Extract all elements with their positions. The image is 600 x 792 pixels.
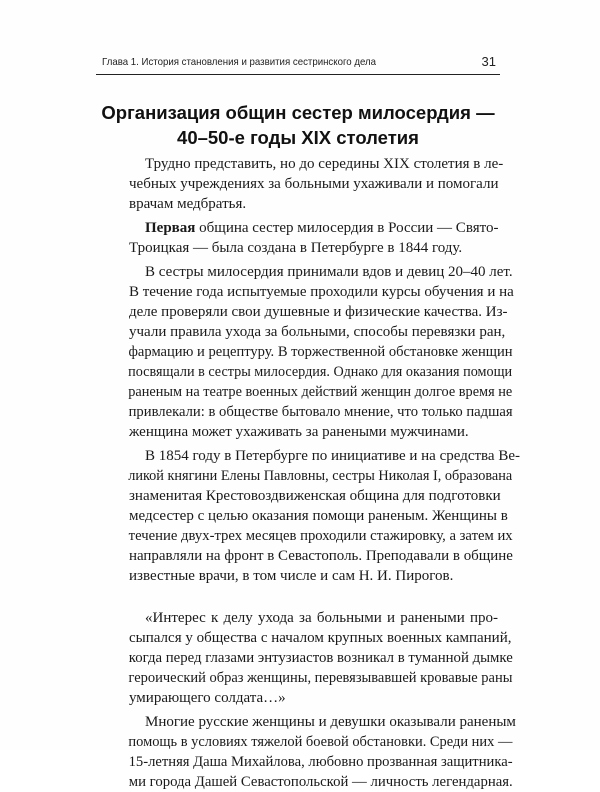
- text-line: чебных учреждениях за больными ухаживали и помогали: [129, 176, 499, 192]
- text-line: учали правила ухода за больными, способы перевязки ран,: [129, 324, 506, 340]
- paragraph-3: [113, 262, 514, 442]
- quote-paragraph: [113, 608, 513, 708]
- section-heading-line-2: 40–50-е годы XIX столетия: [177, 127, 419, 148]
- text-line: Многие русские женщины и девушки оказывали раненым: [145, 714, 516, 730]
- text-line: известные врачи, в том числе и сам Н. И. Пирогов.: [129, 568, 454, 584]
- bold-word: Первая: [145, 220, 196, 236]
- text-line: знаменитая Крестовоздвиженская община для подготовки: [129, 488, 501, 504]
- text-line: [113, 218, 498, 238]
- text-line: врачам медбратья.: [129, 196, 247, 212]
- text-line: ми города Дашей Севастопольской — личность легендарная.: [128, 774, 513, 790]
- text-line: деле проверяли свои душевные и физические качества. Из-: [129, 304, 508, 320]
- text-line: В сестры милосердия принимали вдов и девиц 20–40 лет.: [145, 264, 513, 280]
- page-number: 31: [481, 54, 496, 69]
- text-line: посвящали в сестры милосердия. Однако для оказания помощи: [128, 364, 513, 380]
- paragraph-6: [113, 712, 516, 792]
- paragraph-1: [113, 154, 504, 214]
- text-line: Троицкая — была создана в Петербурге в 1844 году.: [129, 240, 463, 256]
- text-line: умирающего солдата…»: [129, 690, 286, 706]
- text-line: женщина может ухаживать за ранеными мужчинами.: [129, 424, 469, 440]
- text-line: В 1854 году в Петербурге по инициативе и на средства Ве-: [145, 448, 520, 464]
- running-head-title: Глава 1. История становления и развития сестринского дела: [102, 56, 377, 68]
- text-line: когда перед глазами энтузиастов возникал в туманной дымке: [128, 650, 513, 666]
- text-line: героический образ женщины, перевязывавшей кровавые раны: [128, 670, 513, 686]
- paragraph-2: [113, 218, 498, 258]
- section-heading: [96, 100, 500, 150]
- text-line: сыпался у общества с началом крупных военных кампаний,: [129, 630, 512, 646]
- paragraph-4: [113, 446, 520, 586]
- text-line: Трудно представить, но до середины XIX столетия в ле-: [145, 156, 504, 172]
- section-heading-line-1: Организация общин сестер милосердия —: [101, 102, 495, 123]
- body-text: [113, 154, 520, 792]
- text-line: 15-летняя Даша Михайлова, любовно прозванная защитника-: [128, 754, 513, 770]
- text-line: фармацию и рецептуру. В торжественной обстановке женщин: [128, 344, 513, 360]
- text-line: привлекали: в обществе бытовало мнение, что только падшая: [128, 404, 513, 420]
- text-line: течение двух-трех месяцев проходили стажировку, а затем их: [128, 528, 513, 544]
- text-line: раненым на театре военных действий женщин долгое время не: [128, 384, 513, 400]
- text-line: «Интерес к делу ухода за больными и ранеными про-: [145, 610, 498, 626]
- text-line: В течение года испытуемые проходили курсы обучения и на: [129, 284, 514, 300]
- text-line: направляли на фронт в Севастополь. Преподавали в общине: [128, 548, 513, 564]
- text-line: медсестер с целью оказания помощи раненым. Женщины в: [129, 508, 508, 524]
- text-line: помощь в условиях тяжелой боевой обстановки. Среди них —: [128, 734, 513, 750]
- text-fragment: община сестер милосердия в России — Свято-: [195, 220, 499, 236]
- text-line: ликой княгини Елены Павловны, сестры Николая I, образована: [128, 468, 513, 484]
- running-head: [96, 44, 500, 75]
